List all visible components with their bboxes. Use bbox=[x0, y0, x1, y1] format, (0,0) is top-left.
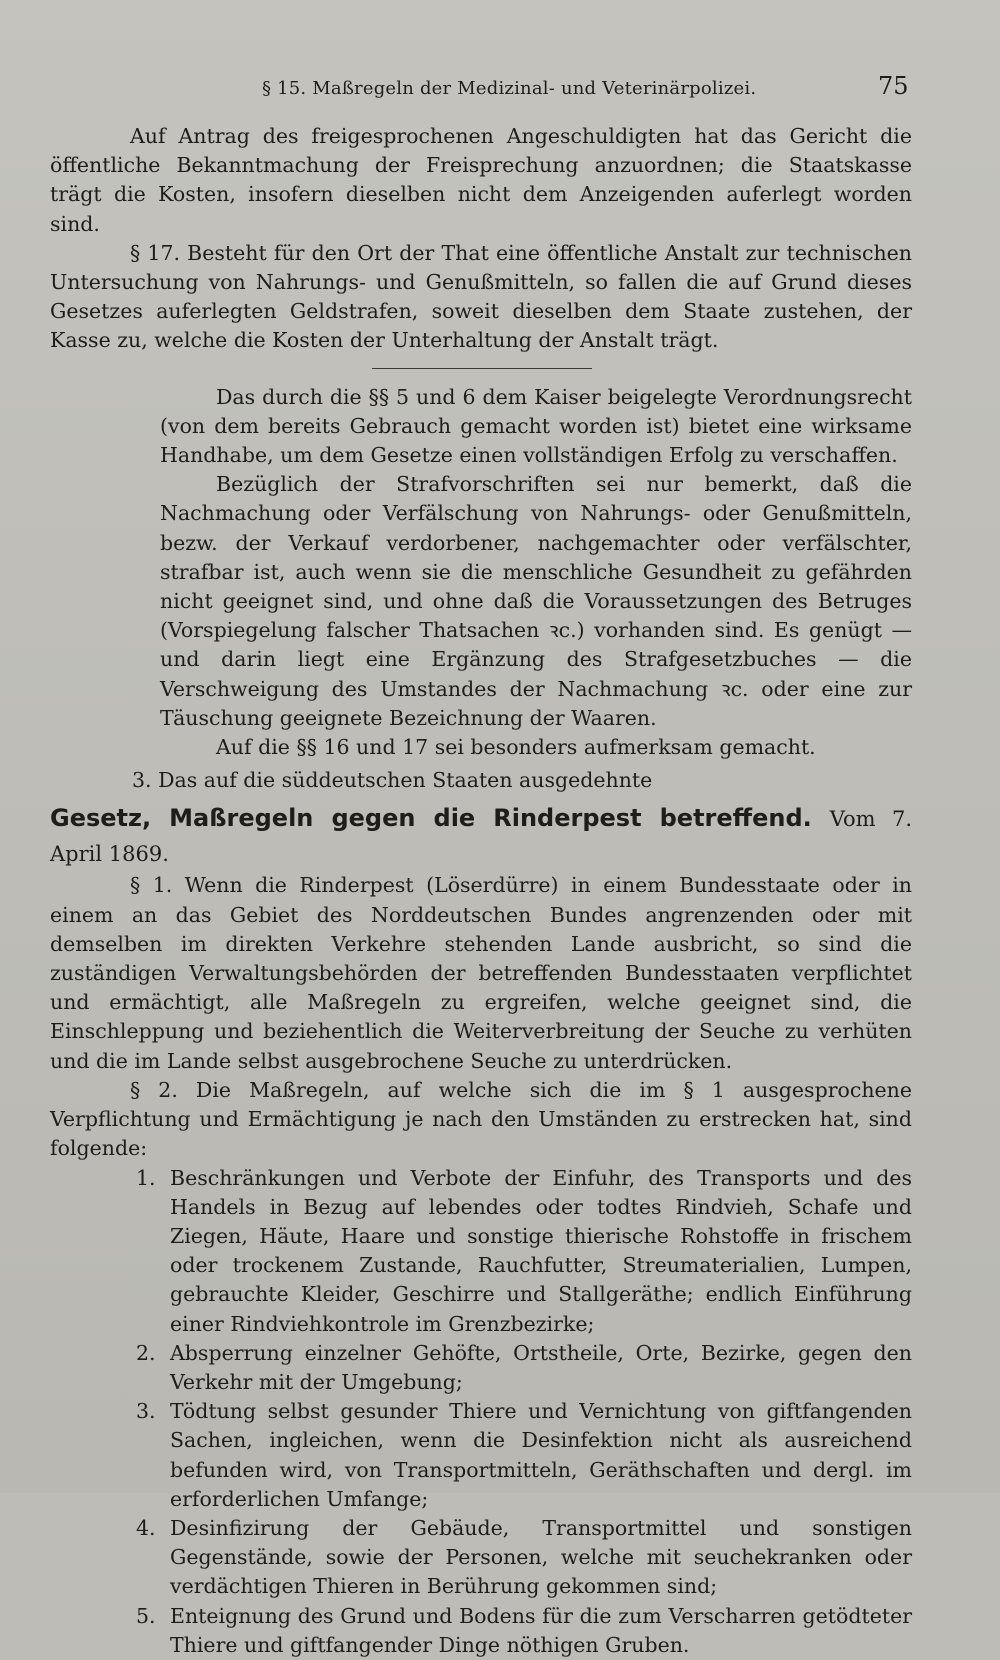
enumeration-item-3: 3. Das auf die süddeutschen Staaten ausgedehnte bbox=[132, 768, 653, 793]
commentary-paragraph: Bezüglich der Strafvorschriften sei nur bemerkt, daß die Nachmachung oder Verfälschung von Nahrungs- oder Genußmitteln, bezw. der Verkauf verdorbener, nachgemachter oder verfälschter, strafbar ist, auch wenn sie die menschliche Gesundheit zu gefährden nicht geeignet sind, und ohne daß die Voraussetzungen des Betruges (Vorspiegelung falscher Thatsachen ꝛc.) vorhanden sind. Es genügt — und darin liegt eine Ergänzung des Strafgesetzbuches — die Verschweigung des Umstandes der Nachmachung ꝛc. oder eine zur Täuschung geeignete Bezeichnung der Waaren. bbox=[160, 472, 912, 730]
separator-rule bbox=[372, 368, 592, 369]
list-item bbox=[136, 1164, 912, 1339]
law-heading bbox=[50, 801, 912, 871]
header-title: § 15. Maßregeln der Medizinal- und Veterinärpolizei. bbox=[262, 78, 757, 99]
paragraph-section-1: § 1. Wenn die Rinderpest (Löserdürre) in einem Bundesstaate oder in einem an das Gebiet des Norddeutschen Bundes angrenzenden oder mit demselben im direkten Verkehre stehenden Lande ausbricht, so sind die zuständigen Verwaltungsbehörden der betreffenden Bundesstaaten verpflichtet und ermächtigt, alle Maßregeln zu ergreifen, welche geeignet sind, die Einschleppung und beziehentlich die Weiterverbreitung der Seuche zu verhüten und die im Lande selbst ausgebrochene Seuche zu unterdrücken. bbox=[50, 873, 912, 1073]
list-item-text: Absperrung einzelner Gehöfte, Ortstheile, Orte, Bezirke, gegen den Verkehr mit der Umgebung; bbox=[170, 1340, 912, 1394]
law-title: Gesetz, Maßregeln gegen die Rinderpest betreffend. bbox=[50, 804, 812, 833]
paragraph-publication: Auf Antrag des freigesprochenen Angeschuldigten hat das Gericht die öffentliche Bekanntmachung der Freisprechung anzuordnen; die Staatskasse trägt die Kosten, insofern dieselben nicht dem Anzeigenden auferlegt worden sind. bbox=[50, 124, 912, 236]
list-item-text: Enteignung des Grund und Bodens für die zum Verscharren getödteter Thiere und giftfangender Dinge nöthigen Gruben. bbox=[170, 1603, 912, 1657]
law-date: Vom 7. April 1869. bbox=[50, 807, 912, 867]
list-item-text: Beschränkungen und Verbote der Einfuhr, des Transports und des Handels in Bezug auf lebendes oder todtes Rindvieh, Schafe und Ziegen, Häute, Haare und sonstige thierische Rohstoffe in frischem oder trockenem Zustande, Rauchfutter, Streumaterialien, Lumpen, gebrauchte Kleider, Geschirre und Stallgeräthe; endlich Einführung einer Rindviehkontrole im Grenzbezirke; bbox=[170, 1165, 912, 1336]
measures-list bbox=[136, 1164, 912, 1660]
page-number: 75 bbox=[878, 72, 909, 100]
commentary-paragraph: Auf die §§ 16 und 17 sei besonders aufmerksam gemacht. bbox=[216, 735, 816, 760]
list-item bbox=[136, 1397, 912, 1514]
commentary-paragraph: Das durch die §§ 5 und 6 dem Kaiser beigelegte Verordnungsrecht (von dem bereits Gebrauch gemacht worden ist) bietet eine wirksame Handhabe, um dem Gesetze einen vollständigen Erfolg zu verschaffen. bbox=[160, 384, 912, 468]
list-item bbox=[136, 1339, 912, 1397]
list-item-text: Desinfizirung der Gebäude, Transportmittel und sonstigen Gegenstände, sowie der Personen, welche mit seuchekranken oder verdächtigen Thieren in Berührung gekommen sind; bbox=[170, 1515, 912, 1599]
running-header bbox=[0, 72, 1000, 106]
paragraph-section-2: § 2. Die Maßregeln, auf welche sich die im § 1 ausgesprochene Verpflichtung und Ermächtigung je nach den Umständen zu erstrecken hat, sind folgende: bbox=[50, 1077, 912, 1161]
list-item bbox=[136, 1602, 912, 1660]
paragraph-section-17: § 17. Besteht für den Ort der That eine öffentliche Anstalt zur technischen Untersuchung von Nahrungs- und Genußmitteln, so fallen die auf Grund dieses Gesetzes auferlegten Geldstrafen, soweit dieselben dem Staate zustehen, der Kasse zu, welche die Kosten der Unterhaltung der Anstalt trägt. bbox=[50, 240, 912, 353]
commentary-block bbox=[160, 383, 912, 763]
list-item-number: 4. bbox=[136, 1515, 156, 1540]
list-item-number: 5. bbox=[136, 1603, 156, 1628]
list-item bbox=[136, 1514, 912, 1602]
list-item-number: 3. bbox=[136, 1399, 156, 1424]
list-item-text: Tödtung selbst gesunder Thiere und Vernichtung von giftfangenden Sachen, ingleichen, wenn die Desinfektion nicht als ausreichend befunden wird, von Transportmitteln, Geräthschaften und dergl. im erforderlichen Umfange; bbox=[170, 1399, 912, 1511]
list-item-number: 2. bbox=[136, 1340, 156, 1365]
list-item-number: 1. bbox=[136, 1165, 156, 1190]
body-text bbox=[50, 122, 912, 1660]
